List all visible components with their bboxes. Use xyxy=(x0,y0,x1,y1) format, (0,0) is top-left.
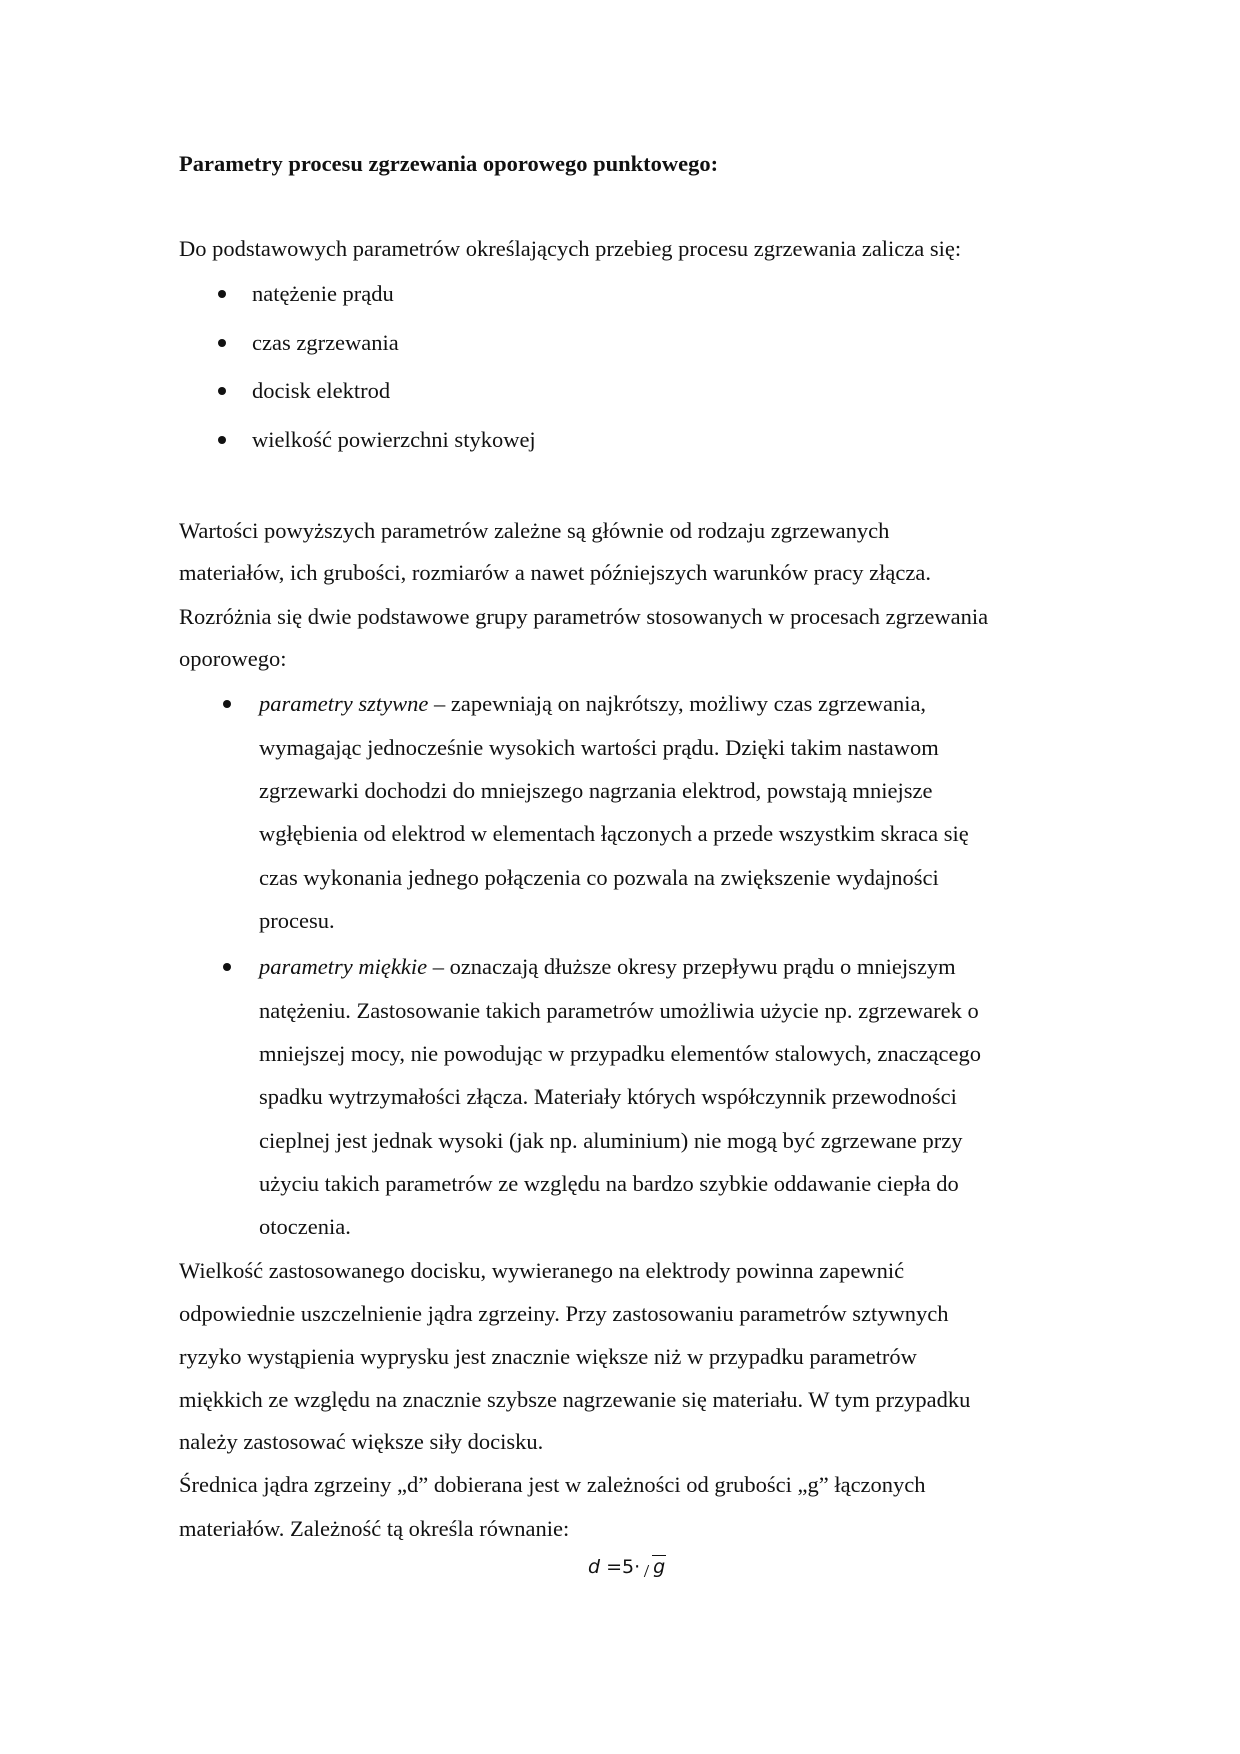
text-line: Wartości powyższych parametrów zależne są głównie od rodzaju zgrzewanych xyxy=(179,518,890,543)
equation-lhs: d xyxy=(588,1556,601,1578)
list-item: czas zgrzewania xyxy=(252,330,399,355)
equation-operator: =5· xyxy=(600,1556,641,1578)
page-title: Parametry procesu zgrzewania oporowego punktowego: xyxy=(179,151,719,176)
term: parametry sztywne xyxy=(259,691,429,716)
text-line: Wielkość zastosowanego docisku, wywieranego na elektrody powinna zapewnić xyxy=(179,1258,905,1283)
bullet-icon xyxy=(223,700,231,708)
text-line: mniejszej mocy, nie powodując w przypadku elementów stalowych, znaczącego xyxy=(259,1041,982,1066)
bullet-icon xyxy=(218,436,226,444)
equation-radicand: g xyxy=(653,1556,666,1578)
text-line: użyciu takich parametrów ze względu na bardzo szybkie oddawanie ciepła do xyxy=(259,1171,959,1196)
text-line: cieplnej jest jednak wysoki (jak np. aluminium) nie mogą być zgrzewane przy xyxy=(259,1128,963,1153)
text-line: spadku wytrzymałości złącza. Materiały których współczynnik przewodności xyxy=(259,1084,957,1109)
text-line: miękkich ze względu na znacznie szybsze nagrzewanie się materiału. W tym przypadku xyxy=(179,1387,971,1412)
equation xyxy=(588,1556,666,1578)
text-line: materiałów. Zależność tą określa równanie: xyxy=(179,1516,570,1541)
text-line: ryzyko wystąpienia wyprysku jest znacznie większe niż w przypadku parametrów xyxy=(179,1344,917,1369)
bullet-icon xyxy=(223,963,231,971)
sqrt-icon xyxy=(640,1556,666,1578)
bullet-icon xyxy=(218,290,226,298)
text-line: otoczenia. xyxy=(259,1214,351,1239)
text-line: czas wykonania jednego połączenia co pozwala na zwiększenie wydajności xyxy=(259,865,939,890)
text-line: procesu. xyxy=(259,908,335,933)
text-line: zgrzewarki dochodzi do mniejszego nagrzania elektrod, powstają mniejsze xyxy=(259,778,933,803)
bullet-icon xyxy=(218,339,226,347)
list-item-first-line xyxy=(259,689,926,719)
list-item: docisk elektrod xyxy=(252,378,391,403)
text-line: odpowiednie uszczelnienie jądra zgrzeiny. Przy zastosowaniu parametrów sztywnych xyxy=(179,1301,949,1326)
term: parametry miękkie xyxy=(259,954,428,979)
list-item-first-line xyxy=(259,952,956,982)
text-line: natężeniu. Zastosowanie takich parametrów umożliwia użycie np. zgrzewarek o xyxy=(259,998,979,1023)
text-line: Średnica jądra zgrzeiny „d” dobierana jest w zależności od grubości „g” łączonych xyxy=(179,1472,926,1497)
list-item: wielkość powierzchni stykowej xyxy=(252,427,536,452)
intro-text: Do podstawowych parametrów określających przebieg procesu zgrzewania zalicza się: xyxy=(179,236,962,261)
list-item: natężenie prądu xyxy=(252,281,394,306)
text-line: należy zastosować większe siły docisku. xyxy=(179,1429,544,1454)
text-line: oporowego: xyxy=(179,646,287,671)
text: – zapewniają on najkrótszy, możliwy czas zgrzewania, xyxy=(428,691,927,716)
bullet-icon xyxy=(218,387,226,395)
text-line: materiałów, ich grubości, rozmiarów a nawet późniejszych warunków pracy złącza. xyxy=(179,560,931,585)
text-line: wgłębienia od elektrod w elementach łączonych a przede wszystkim skraca się xyxy=(259,821,969,846)
text: – oznaczają dłuższe okresy przepływu prądu o mniejszym xyxy=(427,954,956,979)
text-line: Rozróżnia się dwie podstawowe grupy parametrów stosowanych w procesach zgrzewania xyxy=(179,604,989,629)
text-line: wymagając jednocześnie wysokich wartości prądu. Dzięki takim nastawom xyxy=(259,735,939,760)
